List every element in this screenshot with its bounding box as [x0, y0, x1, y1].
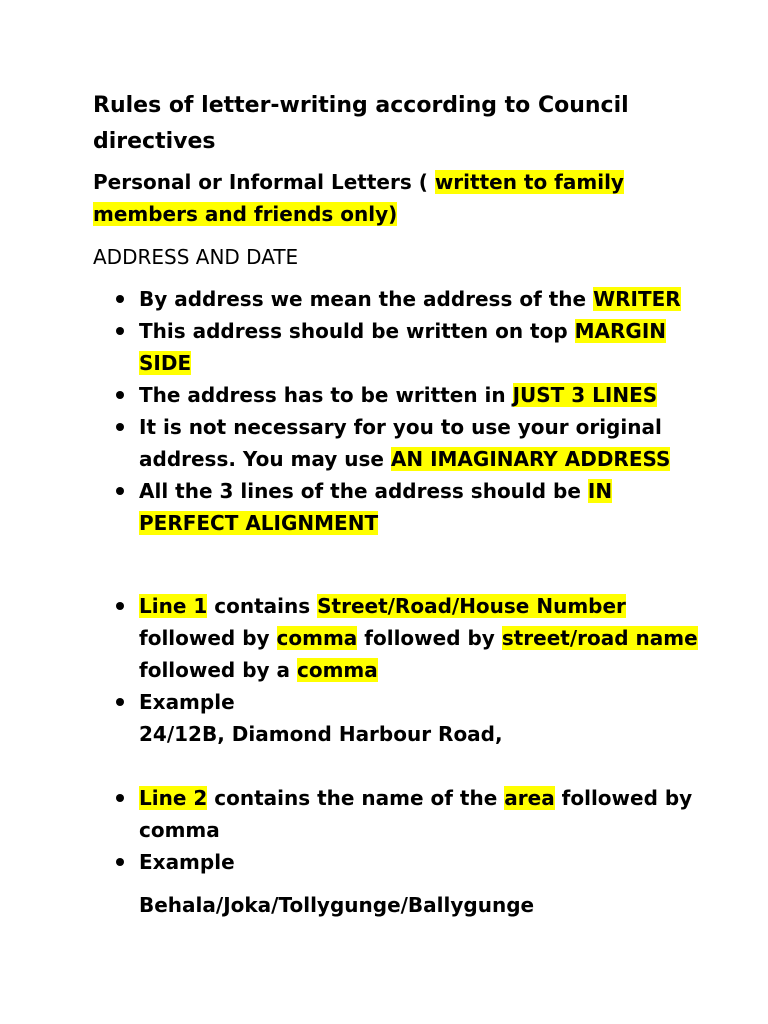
list-item: [139, 590, 699, 686]
list-item: [139, 686, 699, 750]
line1-text: contains: [207, 594, 318, 618]
line2-label: Line 2: [139, 786, 208, 810]
list-item: [139, 782, 699, 846]
example-value: 24/12B, Diamond Harbour Road,: [139, 722, 503, 746]
document-title: Rules of letter-writing according to Council directives: [93, 93, 629, 154]
bullet-highlight: IN PERFECT ALIGNMENT: [139, 479, 613, 535]
list-item: [139, 379, 699, 411]
address-rules-list: [139, 283, 699, 539]
line2-highlight: area: [504, 786, 555, 810]
line1-text: followed by: [139, 626, 277, 650]
line1-highlight: comma: [276, 626, 358, 650]
bullet-highlight: MARGIN SIDE: [139, 319, 667, 375]
list-item: [139, 846, 699, 878]
bullet-highlight: WRITER: [593, 287, 681, 311]
line1-rules-list: [139, 590, 699, 750]
subtitle-highlight: written to family members and friends only): [93, 170, 624, 226]
line1-highlight: street/road name: [501, 626, 698, 650]
line1-highlight: comma: [297, 658, 378, 682]
line1-label: Line 1: [139, 594, 208, 618]
list-item: [139, 315, 699, 379]
bullet-highlight: AN IMAGINARY ADDRESS: [390, 447, 671, 471]
list-item: [139, 411, 699, 475]
bullet-text: All the 3 lines of the address should be: [139, 479, 588, 503]
bullet-text: It is not necessary for you to use your original address. You may use: [139, 415, 662, 471]
example-label: Example: [139, 690, 235, 714]
bullet-text: The address has to be written in: [139, 383, 513, 407]
line2-rules-list: [139, 782, 699, 878]
list-item: [139, 475, 699, 539]
bullet-highlight: JUST 3 LINES: [512, 383, 658, 407]
line1-text: followed by a: [139, 658, 297, 682]
line2-text: contains the name of the: [207, 786, 505, 810]
list-item: [139, 283, 699, 315]
line2-text: followed by comma: [139, 786, 693, 842]
subtitle-text: Personal or Informal Letters (: [93, 170, 435, 194]
example-value: Behala/Joka/Tollygunge/Ballygunge: [139, 893, 535, 917]
bullet-text: This address should be written on top: [139, 319, 575, 343]
line1-highlight: Street/Road/House Number: [317, 594, 626, 618]
letter-type-subtitle: [93, 166, 693, 230]
section-heading: ADDRESS AND DATE: [93, 245, 299, 269]
example-label: Example: [139, 850, 235, 874]
line1-text: followed by: [357, 626, 502, 650]
bullet-text: By address we mean the address of the: [139, 287, 594, 311]
